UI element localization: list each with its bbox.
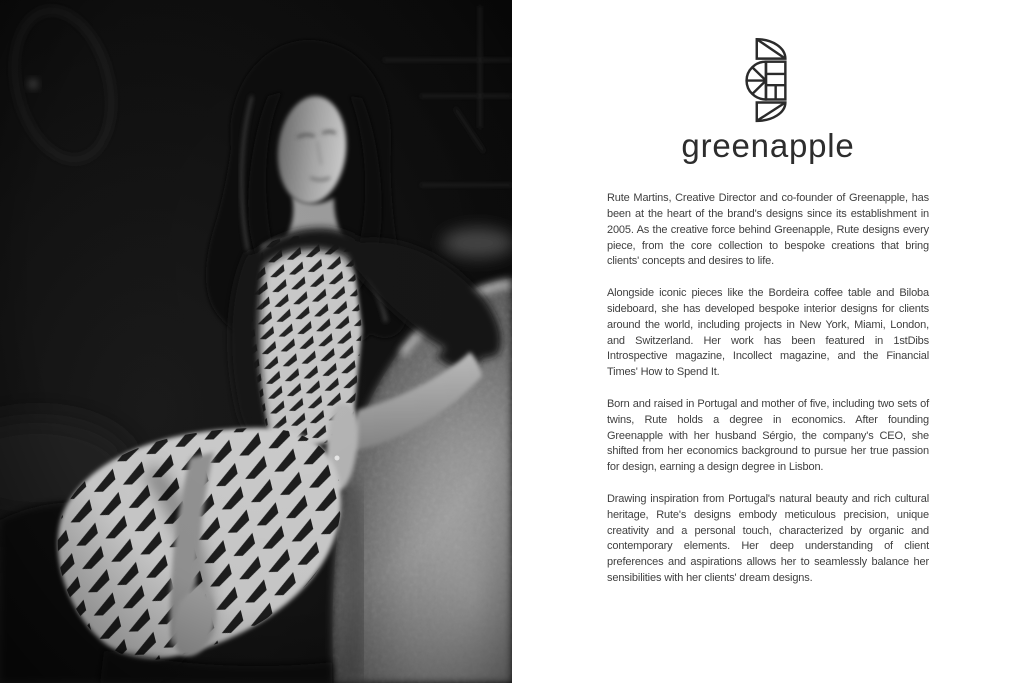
bio-paragraph: Drawing inspiration from Portugal's natural beauty and rich cultural heritage, Rute's designs embody meticulous precision, unique creativity and a personal touch, characterized by organic and contemporary elements. Her deep understanding of client preferences and aspirations allows her to seamlessly balance her sensibilities with her clients' dream designs.: [607, 493, 929, 585]
bio-paragraph: Born and raised in Portugal and mother of five, including two sets of twins, Rute holds a degree in economics. After founding Greenapple with her husband Sérgio, the company's CEO, she shifted from her economics background to pursue her true passion for design, earning a design degree in Lisbon.: [607, 398, 929, 474]
content-pane: [512, 0, 1024, 683]
greenapple-monogram-icon: [739, 28, 797, 126]
bio-paragraph: Rute Martins, Creative Director and co-founder of Greenapple, has been at the heart of the brand's designs since its establishment in 2005. As the creative force behind Greenapple, Rute designs every piece, from the core collection to bespoke creations that bring clients' concepts and desires to life.: [607, 192, 929, 268]
brand-wordmark: greenapple: [681, 127, 855, 164]
bio-paragraph: Alongside iconic pieces like the Bordeira coffee table and Biloba sideboard, she has developed bespoke interior designs for clients around the world, including projects in New York, Miami, London, and Switzerland. Her work has been featured in 1stDibs Introspective magazine, Incollect magazine, and the Financial Times' How to Spend It.: [607, 287, 929, 379]
biography: [607, 191, 929, 587]
brand-logo: [681, 28, 854, 164]
